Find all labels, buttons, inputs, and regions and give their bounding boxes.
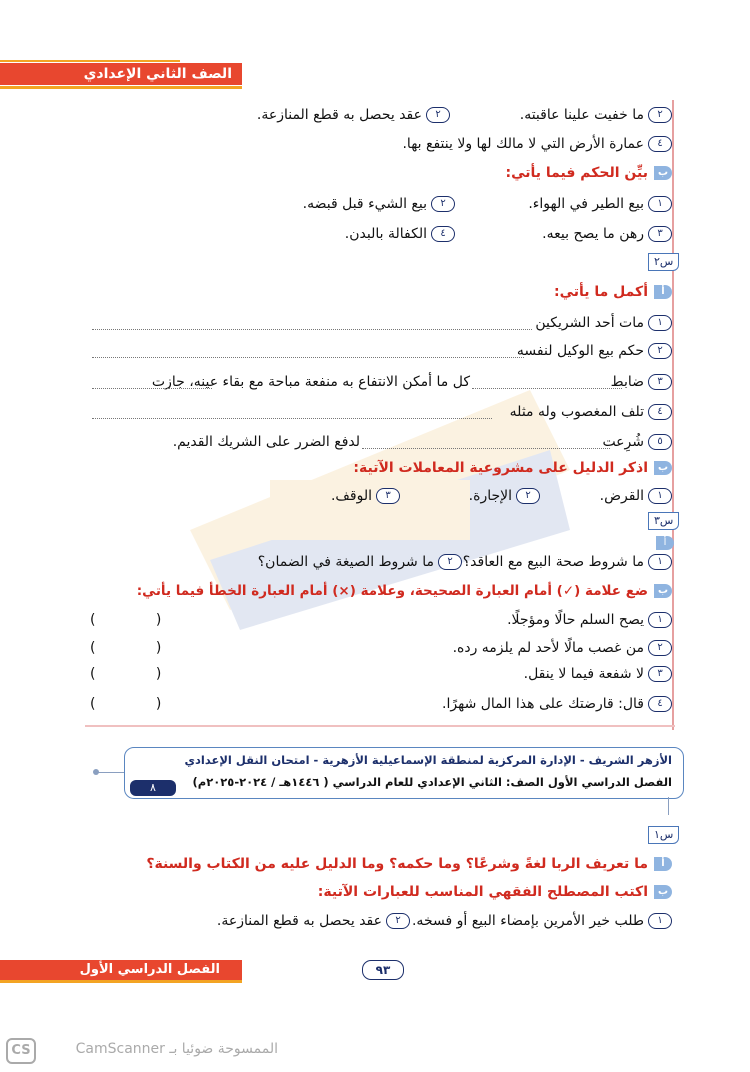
section-letter-a: أ — [656, 532, 674, 551]
exam-info-line-2: الفصل الدراسي الأول الصف: الثاني الإعدادي للعام الدراسي ( ١٤٤٦هـ / ٢٠٢٤-٢٠٢٥م) — [192, 775, 672, 789]
camscanner-text: الممسوحة ضوئيا بـ CamScanner — [75, 1041, 278, 1057]
item-number: ٢ — [516, 488, 540, 504]
answer-parentheses[interactable]: ( ) — [90, 612, 190, 628]
q2b-item-2: ٢الإجارة. — [469, 488, 540, 504]
q2-item-4: ٤تلف المغصوب وله مثله — [510, 404, 672, 420]
section-letter-a: أ — [654, 857, 672, 871]
page-badge: ٨ — [130, 780, 176, 796]
item-number: ٤ — [648, 136, 672, 152]
q2-heading-a: أأكمل ما يأتي: — [554, 284, 672, 300]
item-number: ٢ — [438, 554, 462, 570]
q1-heading-b: باكتب المصطلح الفقهي المناسب للعبارات الآتية: — [318, 884, 672, 900]
answer-parentheses[interactable]: ( ) — [90, 640, 190, 656]
q2-heading-b: باذكر الدليل على مشروعية المعاملات الآتية: — [353, 460, 672, 476]
section-divider — [85, 725, 675, 727]
question-label-3: س٣ — [648, 512, 679, 530]
q2-item-1: ١مات أحد الشريكين — [535, 315, 672, 331]
answer-parentheses[interactable]: ( ) — [90, 666, 190, 682]
b1-item-2: ٢بيع الشيء قبل قبضه. — [303, 196, 455, 212]
answer-parentheses[interactable]: ( ) — [90, 696, 190, 712]
item-number: ٣ — [648, 226, 672, 242]
q2b-item-3: ٣الوقف. — [331, 488, 400, 504]
connector-dot — [93, 769, 99, 775]
item-number: ٢ — [648, 640, 672, 656]
answer-line — [92, 417, 492, 419]
footer-page-number: ٩٣ — [362, 960, 404, 980]
b1-item-3: ٣رهن ما يصح بيعه. — [542, 226, 672, 242]
q3-heading-b: بضع علامة (✓) أمام العبارة الصحيحة، وعلامة (×) أمام العبارة الخطأ فيما يأتي: — [137, 583, 672, 599]
section-letter-b: ب — [654, 885, 672, 899]
q3b-item-1: ١يصح السلم حالًا ومؤجلًا. — [507, 612, 672, 628]
item-number: ١ — [648, 612, 672, 628]
item-number: ١ — [648, 488, 672, 504]
q1-heading-a: أما تعريف الربا لغةً وشرعًا؟ وما حكمه؟ وما الدليل عليه من الكتاب والسنة؟ — [146, 856, 672, 872]
item-number: ١ — [648, 554, 672, 570]
margin-line — [672, 100, 674, 730]
answer-line — [472, 387, 622, 389]
item-number: ٢ — [426, 107, 450, 123]
q1b-item-1: ١طلب خير الأمرين بإمضاء البيع أو فسخه. — [412, 913, 672, 929]
item-number: ٢ — [648, 107, 672, 123]
item-number: ٣ — [648, 374, 672, 390]
item-number: ٤ — [648, 696, 672, 712]
answer-line — [92, 328, 532, 330]
block1-item-2a: ٢ما خفيت علينا عاقبته. — [520, 107, 672, 123]
camscanner-logo: CS — [6, 1038, 36, 1064]
connector-line-vertical — [668, 797, 669, 815]
answer-line — [92, 356, 524, 358]
item-number: ٣ — [648, 666, 672, 682]
header-title: الصف الثاني الإعدادي — [83, 66, 232, 82]
q2-item-2: ٢حكم بيع الوكيل لنفسه — [517, 343, 672, 359]
section-b1-heading: ببيِّن الحكم فيما يأتي: — [505, 165, 672, 181]
question-label-1: س١ — [648, 826, 679, 844]
answer-line — [362, 447, 610, 449]
section-letter-b: ب — [654, 461, 672, 475]
item-number: ٥ — [648, 434, 672, 450]
q2-item-3: ٣ضابط — [611, 374, 672, 390]
q3-item-1: ١ما شروط صحة البيع مع العاقد؟ — [463, 554, 672, 570]
item-number: ٤ — [648, 404, 672, 420]
q3b-item-3: ٣لا شفعة فيما لا ينقل. — [524, 666, 672, 682]
q3b-item-4: ٤قال: قارضتك على هذا المال شهرًا. — [442, 696, 672, 712]
item-number: ٢ — [648, 343, 672, 359]
q2b-item-1: ١القرض. — [600, 488, 672, 504]
item-number: ١ — [648, 913, 672, 929]
q2-item-3-continuation: كل ما أمكن الانتفاع به منفعة مباحة مع بقاء عينه، جازت — [151, 374, 470, 390]
section-letter-b: ب — [654, 584, 672, 598]
item-number: ٢ — [386, 913, 410, 929]
block1-item-2b: ٢عقد يحصل به قطع المنازعة. — [257, 107, 450, 123]
item-number: ٢ — [431, 196, 455, 212]
connector-line — [96, 772, 124, 773]
b1-item-1: ١بيع الطير في الهواء. — [528, 196, 672, 212]
footer-underline — [0, 980, 242, 983]
item-number: ٣ — [376, 488, 400, 504]
item-number: ١ — [648, 196, 672, 212]
exam-info-line-1: الأزهر الشريف - الإدارة المركزية لمنطقة الإسماعيلية الأزهرية - امتحان النقل الإعدادي — [184, 753, 672, 767]
q2-item-5: ٥شُرِعت — [602, 434, 672, 450]
footer-semester: الفصل الدراسي الأول — [79, 962, 220, 977]
q3b-item-2: ٢من غصب مالًا لأحد لم يلزمه رده. — [453, 640, 672, 656]
header-accent-line — [0, 60, 180, 62]
section-letter-b: ب — [654, 166, 672, 180]
q1b-item-2: ٢عقد يحصل به قطع المنازعة. — [217, 913, 410, 929]
item-number: ١ — [648, 315, 672, 331]
question-label-2: س٢ — [648, 253, 679, 271]
answer-line — [92, 387, 212, 389]
block1-item-4: ٤عمارة الأرض التي لا مالك لها ولا ينتفع بها. — [402, 136, 672, 152]
q3-item-2: ٢ما شروط الصيغة في الضمان؟ — [258, 554, 462, 570]
header-underline — [0, 86, 242, 89]
item-number: ٤ — [431, 226, 455, 242]
b1-item-4: ٤الكفالة بالبدن. — [345, 226, 455, 242]
section-letter-a: أ — [654, 285, 672, 299]
q2-item-5-continuation: لدفع الضرر على الشريك القديم. — [172, 434, 360, 450]
